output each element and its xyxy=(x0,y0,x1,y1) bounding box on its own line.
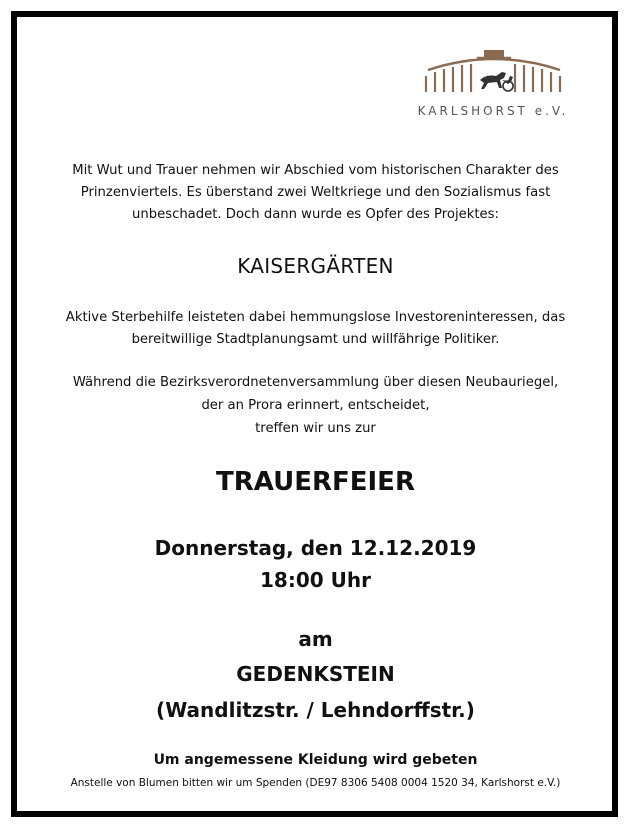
logo-text: KARLSHORST e.V. xyxy=(417,104,569,118)
paragraph-line: Während die Bezirksverordnetenversammlung über diesen Neubauriegel, xyxy=(72,375,559,390)
intro-line: Mit Wut und Trauer nehmen wir Abschied vom historischen Charakter des xyxy=(72,163,559,178)
donation-note: Anstelle von Blumen bitten wir um Spenden (DE97 8306 5408 0004 1520 34, Karlshorst e.V.) xyxy=(70,777,561,789)
event-at: am xyxy=(298,627,333,651)
paragraph-line: der an Prora erinnert, entscheidet, xyxy=(201,398,430,413)
event-address: (Wandlitzstr. / Lehndorffstr.) xyxy=(156,698,475,722)
event-place: GEDENKSTEIN xyxy=(236,662,395,686)
logo xyxy=(408,44,578,124)
event-date: Donnerstag, den 12.12.2019 xyxy=(154,536,477,560)
paragraph-line: Aktive Sterbehilfe leisteten dabei hemmungslose Investoreninteressen, das xyxy=(65,310,566,325)
event-time: 18:00 Uhr xyxy=(260,568,371,592)
paragraph-line: bereitwillige Stadtplanungsamt und willfährige Politiker. xyxy=(131,332,500,347)
event-title: TRAUERFEIER xyxy=(216,467,415,497)
intro-line: Prinzenviertels. Es überstand zwei Weltkriege und den Sozialismus fast xyxy=(80,185,551,200)
grandstand-horse-icon xyxy=(422,44,564,98)
intro-line: unbeschadet. Doch dann wurde es Opfer des Projektes: xyxy=(132,207,499,222)
dress-code: Um angemessene Kleidung wird gebeten xyxy=(153,752,478,768)
paragraph-line: treffen wir uns zur xyxy=(255,421,376,436)
project-name: KAISERGÄRTEN xyxy=(237,254,394,278)
